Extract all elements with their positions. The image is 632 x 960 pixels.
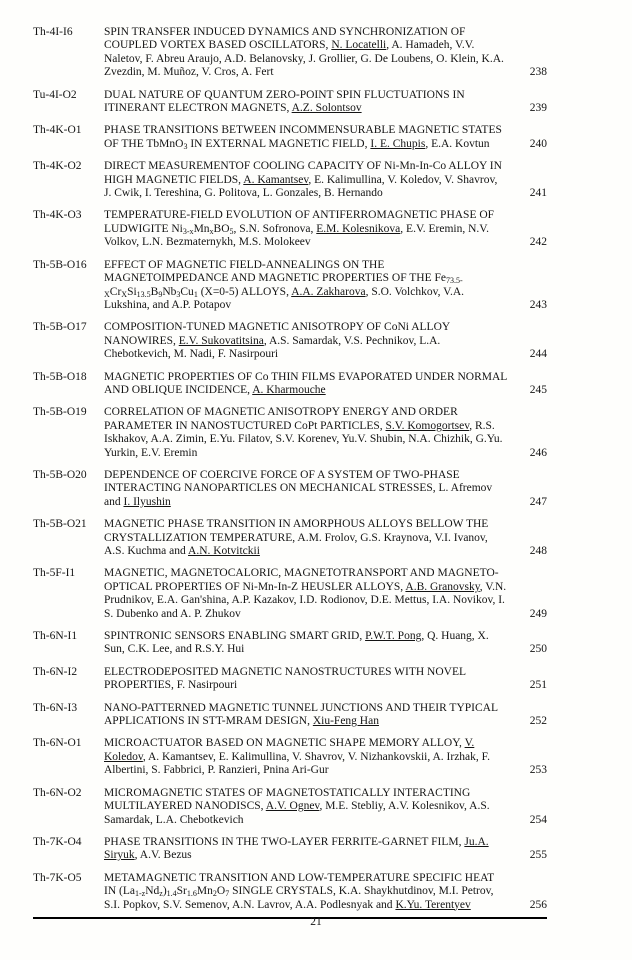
session-code: Th-6N-O1 [33,737,82,750]
session-code: Th-6N-I1 [33,630,78,643]
formula-subscript: 3-x [182,226,194,236]
entry-title-authors [104,836,513,863]
session-code: Th-5B-O18 [33,370,87,383]
entry-page-number: 250 [529,643,547,656]
title-text-segment: , A.S. Samardak, V.S. Pechnikov, L.A. Chebotkevich, M. Nadi, F. Nasirpouri [104,334,441,361]
presenting-author: A.A. Zakharova [291,285,366,298]
title-text-segment: Mn [193,222,210,235]
entry-title-authors [104,666,513,693]
entry-title-authors [104,518,513,558]
entry-title-authors [104,469,513,509]
formula-subscript: 1.6 [186,889,197,899]
session-code: Th-7K-O5 [33,871,82,884]
title-text-segment: IN EXTERNAL MAGNETIC FIELD, [187,137,371,150]
title-text-segment: PHASE TRANSITIONS BETWEEN INCOMMENSURABLE MAGNETIC STATES OF THE TbMnO [104,124,502,150]
title-text-segment: BO [213,222,230,235]
formula-subscript: 1.4 [166,889,177,899]
formula-subscript: x [209,226,214,236]
presenting-author: S.V. Komogortsev [385,419,470,432]
title-text-segment: NANO-PATTERNED MAGNETIC TUNNEL JUNCTIONS AND THEIR TYPICAL APPLICATIONS IN STT-MRAM DESIGN, [104,701,498,728]
title-text-segment: Sr [176,885,187,898]
formula-subscript: 5 [229,226,234,236]
title-text-segment: Si [127,285,137,298]
title-text-segment: Nd [145,885,160,898]
title-text-segment: , E. Kalimullina, V. Koledov, V. Shavrov, J. Cwik, I. Tereshina, G. Politova, L. Gonzales, B. Hernando [104,173,498,200]
title-text-segment: COMPOSITION-TUNED MAGNETIC ANISOTROPY OF CoNi ALLOY NANOWIRES, [104,321,450,347]
session-code: Th-5B-O17 [33,321,87,334]
entry-page-number: 252 [529,715,547,728]
title-text-segment: Nb [162,285,177,298]
entry-title-authors [104,124,513,151]
entry-page-number: 248 [529,545,547,557]
title-text-segment: , S.N. Sofronova, [233,222,317,235]
session-code: Th-6N-I3 [33,701,78,714]
title-text-segment: (X=0-5) ALLOYS, [197,285,292,298]
presenting-author: I. E. Chupis [370,137,426,150]
formula-subscript: 1 [193,289,198,299]
toc-entry [33,160,547,200]
title-text-segment: ) [162,885,167,898]
toc-entry [33,737,547,777]
entry-title-authors [104,737,513,777]
title-text-segment: , A.V. Bezus [134,849,192,862]
title-text-segment: METAMAGNETIC TRANSITION AND LOW-TEMPERATURE SPECIFIC HEAT IN (La [104,871,494,898]
entry-title-authors [104,371,513,398]
session-code: Th-4K-O2 [33,160,82,173]
title-text-segment: , Q. Huang, X. Sun, C.K. Lee, and R.S.Y. Hui [104,630,489,656]
toc-entry [33,567,547,621]
toc-entry [33,518,547,558]
entry-title-authors [104,702,513,729]
formula-subscript: 3 [176,289,181,299]
title-text-segment: , E.V. Eremin, N.V. Volkov, L.N. Bezmaternykh, M.S. Molokeev [104,222,489,249]
entry-page-number: 239 [529,102,547,115]
title-text-segment: , M.E. Stebliy, A.V. Kolesnikov, A.S. Samardak, L.A. Chebotkevich [104,800,490,826]
title-text-segment: MAGNETIC PHASE TRANSITION IN AMORPHOUS ALLOYS BELLOW THE CRYSTALLIZATION TEMPERATURE, A.M. Frolov, G.S. Kraynova, V.I. Ivanov, A.S. Kuchma and [104,518,489,557]
presenting-author: K.Yu. Terentyev [395,898,471,911]
presenting-author: V. Koledov [104,737,475,763]
title-text-segment: MICROMAGNETIC STATES OF MAGNETOSTATICALLY INTERACTING MULTILAYERED NANODISCS, [104,786,471,813]
toc-entry [33,666,547,693]
entry-page-number: 249 [529,607,547,620]
session-code: Tu-4I-O2 [33,88,77,101]
title-text-segment: ELECTRODEPOSITED MAGNETIC NANOSTRUCTURES WITH NOVEL PROPERTIES, F. Nasirpouri [104,665,466,692]
presenting-author: A. Kamantsev [243,173,309,186]
entry-title-authors [104,872,513,912]
session-code: Th-7K-O4 [33,835,82,848]
page-number: 21 [310,916,322,928]
toc-entry [33,787,547,827]
session-code: Th-4I-I6 [33,26,73,38]
toc-entry [33,209,547,249]
title-text-segment: PHASE TRANSITIONS IN THE TWO-LAYER FERRITE-GARNET FILM, [104,835,465,848]
entry-page-number: 246 [529,446,547,459]
entry-page-number: 254 [529,813,547,826]
title-text-segment: CORRELATION OF MAGNETIC ANISOTROPY ENERGY AND ORDER PARAMETER IN NANOSTUCTURED CoPt PARTICLES, [104,406,458,432]
toc-entry [33,259,547,313]
entry-page-number: 247 [529,495,547,508]
session-code: Th-4K-O3 [33,209,82,222]
entry-title-authors [104,787,513,827]
session-code: Th-5B-O16 [33,258,87,271]
title-text-segment: , V.N. Prudnikov, E.A. Gan'shina, A.P. Kazakov, I.D. Rodionov, D.E. Mettus, I.A. Novikov, I. S. Dubenko and A. P. Zhukov [104,580,507,620]
title-text-segment: , R.S. Iskhakov, A.A. Zimin, E.Yu. Filatov, S.V. Korenev, Yu.V. Shubin, N.A. Chizhik, G.Yu. Yurkin, E.V. Eremin [104,419,503,459]
title-text-segment: DEPENDENCE OF COERCIVE FORCE OF A SYSTEM OF TWO-PHASE INTERACTING NANOPARTICLES ON MECHANICAL STRESSES, L. Afremov and [104,468,493,508]
entry-title-authors [104,259,513,313]
entry-title-authors [104,321,513,361]
formula-subscript: 9 [158,289,163,299]
title-text-segment: , S.O. Volchkov, V.A. Lukshina, and A.P. Potapov [104,285,465,311]
presenting-author: I. Ilyushin [123,495,171,508]
session-code: Th-5B-O21 [33,518,87,531]
entry-page-number: 240 [529,137,547,150]
formula-subscript: 13.5 [136,289,151,299]
entry-title-authors [104,630,513,657]
title-text-segment: Cu [180,285,194,298]
formula-subscript: 2 [212,889,217,899]
toc-entry [33,872,547,912]
entry-title-authors [104,89,513,116]
title-text-segment: SPINTRONIC SENSORS ENABLING SMART GRID, [104,630,366,643]
entry-page-number: 253 [529,764,547,777]
toc-entry [33,836,547,863]
entry-page-number: 243 [529,298,547,311]
session-code: Th-5F-I1 [33,567,76,580]
title-text-segment: , A. Hamadeh, V.V. Naletov, F. Abreu Araujo, A.D. Belanovsky, J. Grollier, G. De Loubens, O. Klein, K.A. Zvezdin, M. Muñoz, V. Cros, A. Fert [104,39,504,79]
session-code: Th-6N-I2 [33,665,78,678]
entry-title-authors [104,209,513,249]
formula-subscript: 3 [183,141,188,151]
title-text-segment: , A. Kamantsev, E. Kalimullina, V. Shavrov, V. Nizhankovskii, A. Irzhak, F. Albertini, S. Fabbrici, P. Ranzieri, Pnina Ari-Gur [104,750,490,777]
presenting-author: A.N. Kotvitckii [188,545,260,557]
session-code: Th-5B-O20 [33,468,87,481]
title-text-segment: MAGNETIC PROPERTIES OF Co THIN FILMS EVAPORATED UNDER NORMAL AND OBLIQUE INCIDENCE, [104,370,507,396]
entry-title-authors [104,160,513,200]
title-text-segment: SPIN TRANSFER INDUCED DYNAMICS AND SYNCHRONIZATION OF COUPLED VORTEX BASED OSCILLATORS, [104,26,466,52]
presenting-author: P.W.T. Pong [365,630,422,643]
title-text-segment: Cr [109,285,122,298]
title-text-segment: TEMPERATURE-FIELD EVOLUTION OF ANTIFERROMAGNETIC PHASE OF LUDWIGITE Ni [104,209,495,235]
session-code: Th-5B-O19 [33,406,87,419]
title-text-segment: O [216,885,226,898]
presenting-author: E.M. Kolesnikova [316,222,401,235]
entry-page-number: 251 [529,679,547,692]
formula-subscript: X [121,289,128,299]
formula-subscript: z [159,889,163,899]
entry-page-number: 256 [529,898,547,911]
entry-title-authors [104,567,513,621]
formula-subscript: 73.5-X [104,276,463,299]
toc-entry [33,124,547,151]
entry-page-number: 241 [529,187,547,200]
entry-page-number: 245 [529,383,547,396]
entry-page-number: 255 [529,849,547,862]
presenting-author: E.V. Sukovatitsina [178,334,264,347]
entry-page-number: 238 [529,66,547,79]
presenting-author: A.V. Ognev [265,800,320,813]
title-text-segment: DUAL NATURE OF QUANTUM ZERO-POINT SPIN FLUCTUATIONS IN ITINERANT ELECTRON MAGNETS, [104,88,465,115]
presenting-author: N. Locatelli [331,39,387,52]
title-text-segment: , E.A. Kovtun [425,137,490,150]
presenting-author: Ju.A. Siryuk [104,835,489,862]
toc-entry [33,469,547,509]
toc-entry [33,702,547,729]
presenting-author: Xiu-Feng Han [312,715,379,728]
toc-entry [33,371,547,398]
page-footer [0,916,632,928]
title-text-segment: EFFECT OF MAGNETIC FIELD-ANNEALINGS ON THE MAGNETOIMPEDANCE AND MAGNETIC PROPERTIES OF THE Fe [104,258,446,285]
session-code: Th-4K-O1 [33,124,82,137]
toc-entry [33,406,547,460]
toc-entry [33,26,547,80]
title-text-segment: DIRECT MEASUREMENTOF COOLING CAPACITY OF Ni-Mn-In-Co ALLOY IN HIGH MAGNETIC FIELDS, [104,160,502,186]
title-text-segment: B [150,285,159,298]
formula-subscript: 7 [225,889,230,899]
entry-page-number: 242 [529,236,547,249]
title-text-segment: Mn [196,885,213,898]
title-text-segment: SINGLE CRYSTALS, K.A. Shaykhutdinov, M.I. Petrov, S.I. Popkov, S.V. Semenov, A.N. Lavrov, A.A. Podlesnyak and [104,885,494,911]
entry-title-authors [104,406,513,460]
toc-entry [33,321,547,361]
presenting-author: A. Kharmouche [252,383,326,396]
presenting-author: A.B. Granovsky [405,580,480,593]
presenting-author: A.Z. Solontsov [291,102,362,115]
formula-subscript: 1-z [134,889,146,899]
toc-entry [33,89,547,116]
table-of-contents [33,26,547,919]
entry-title-authors [104,26,513,80]
session-code: Th-6N-O2 [33,786,82,799]
title-text-segment: MICROACTUATOR BASED ON MAGNETIC SHAPE MEMORY ALLOY, [104,737,465,750]
title-text-segment: MAGNETIC, MAGNETOCALORIC, MAGNETOTRANSPORT AND MAGNETO-OPTICAL PROPERTIES OF Ni-Mn-In-Z HEUSLER ALLOYS, [104,567,499,593]
entry-page-number: 244 [529,348,547,361]
toc-entry [33,630,547,657]
